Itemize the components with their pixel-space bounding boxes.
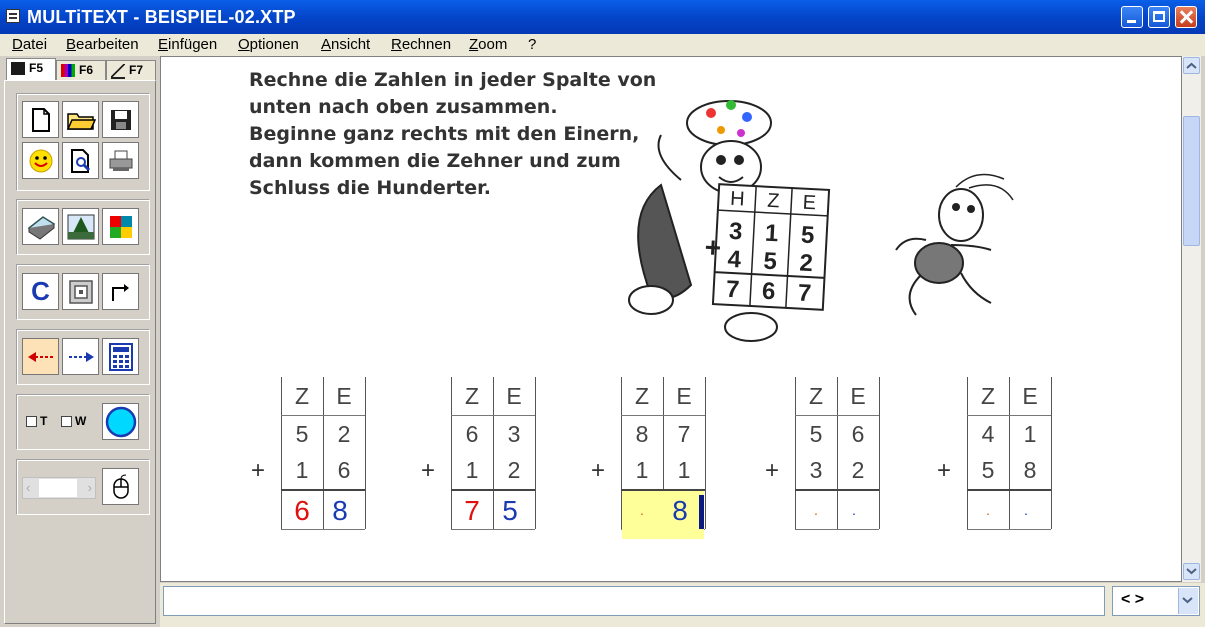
board-cell: 1 xyxy=(764,219,780,248)
menu-einfuegen[interactable]: Einfügen xyxy=(158,36,218,53)
plus-sign: + xyxy=(591,457,606,484)
header-e: E xyxy=(1022,383,1038,409)
arrow-right-icon xyxy=(67,350,95,364)
horizontal-slider[interactable] xyxy=(22,477,96,499)
menu-bearbeiten[interactable]: Bearbeiten xyxy=(66,36,139,53)
header-e: E xyxy=(336,383,352,409)
title-bar xyxy=(0,0,1205,34)
header-z: Z xyxy=(464,383,480,409)
ruler-icon xyxy=(111,64,125,79)
addend-b-tens: 1 xyxy=(635,457,649,483)
cartoon-illustration xyxy=(621,75,1041,347)
smiley-icon xyxy=(28,148,54,174)
printer-icon xyxy=(108,149,134,173)
circle-button[interactable] xyxy=(102,403,139,440)
crayons-icon xyxy=(61,64,75,77)
arrow-turn-right-icon xyxy=(109,282,133,302)
print-preview-icon xyxy=(69,148,93,174)
arrow-left-button[interactable] xyxy=(22,338,59,375)
frame-button[interactable] xyxy=(62,273,99,310)
puzzle-button[interactable] xyxy=(102,208,139,245)
addend-a-ones: 6 xyxy=(851,421,865,447)
status-bar xyxy=(160,583,1205,627)
c-letter-icon: C xyxy=(31,276,50,306)
board-cell: 7 xyxy=(725,275,741,304)
picture-icon xyxy=(67,214,95,240)
chevron-down-icon[interactable] xyxy=(1178,588,1198,614)
addend-b-ones: 6 xyxy=(337,457,351,483)
new-document-button[interactable] xyxy=(22,101,59,138)
result-tens-input[interactable]: · xyxy=(985,505,991,521)
plus-sign: + xyxy=(421,457,436,484)
result-ones-input[interactable]: 8 xyxy=(332,495,348,526)
header-e: E xyxy=(676,383,692,409)
tab-f5[interactable]: F5 xyxy=(6,58,56,81)
instruction-line-4: dann kommen die Zehner und zum xyxy=(249,150,621,172)
maximize-button[interactable] xyxy=(1148,6,1170,28)
vertical-scrollbar[interactable] xyxy=(1182,56,1201,582)
status-input[interactable] xyxy=(163,586,1105,616)
navigation-tools-group xyxy=(16,329,150,385)
addend-b-tens: 1 xyxy=(295,457,309,483)
addend-b-tens: 3 xyxy=(809,457,823,483)
chevron-down-icon xyxy=(1184,564,1199,579)
chevron-up-icon xyxy=(1184,58,1199,73)
app-icon[interactable] xyxy=(6,9,20,23)
header-z: Z xyxy=(294,383,310,409)
smiley-button[interactable] xyxy=(22,142,59,179)
scroll-up-button[interactable] xyxy=(1183,57,1200,74)
menu-zoom[interactable]: Zoom xyxy=(469,36,508,53)
addend-a-tens: 4 xyxy=(981,421,995,447)
addend-b-ones: 8 xyxy=(1023,457,1037,483)
format-tools-group xyxy=(16,264,150,320)
c-tool-button[interactable] xyxy=(22,273,59,310)
menu-datei[interactable]: Datei xyxy=(12,36,48,53)
tab-f7[interactable]: F7 xyxy=(106,60,156,80)
board-cell: 3 xyxy=(728,217,744,246)
checkbox-w-box[interactable] xyxy=(61,416,72,427)
calculator-button[interactable] xyxy=(102,338,139,375)
board-header-z: Z xyxy=(766,189,781,213)
close-button[interactable] xyxy=(1175,6,1197,28)
addend-a-ones: 1 xyxy=(1023,421,1037,447)
slider-right-arrow-icon[interactable]: › xyxy=(87,480,92,495)
addend-a-tens: 5 xyxy=(809,421,823,447)
navigation-combo-value: < > xyxy=(1121,591,1145,608)
scroll-thumb[interactable] xyxy=(1183,116,1200,246)
board-cell: 5 xyxy=(762,247,778,276)
addend-b-tens: 1 xyxy=(465,457,479,483)
slider-thumb[interactable] xyxy=(39,479,77,497)
tab-f6[interactable]: F6 xyxy=(56,60,106,80)
result-ones-input[interactable]: · xyxy=(1023,505,1029,521)
mouse-icon xyxy=(110,474,132,500)
scanner-button[interactable] xyxy=(22,208,59,245)
addend-a-ones: 3 xyxy=(507,421,521,447)
result-ones-input[interactable]: · xyxy=(851,505,857,521)
instruction-text xyxy=(249,67,656,202)
plus-sign: + xyxy=(765,457,780,484)
result-tens-input[interactable]: · xyxy=(813,505,819,521)
result-ones-input[interactable]: 8 xyxy=(672,495,688,526)
addend-b-ones: 2 xyxy=(851,457,865,483)
minimize-button[interactable] xyxy=(1121,6,1143,28)
board-header-e: E xyxy=(802,191,817,215)
scroll-tools-group xyxy=(16,459,150,515)
save-icon xyxy=(109,108,133,132)
addition-problem xyxy=(765,377,875,537)
result-ones-input[interactable]: 5 xyxy=(502,495,518,526)
header-z: Z xyxy=(634,383,650,409)
addend-a-tens: 8 xyxy=(635,421,649,447)
plus-sign: + xyxy=(251,457,266,484)
addend-b-ones: 1 xyxy=(677,457,691,483)
board-header-h: H xyxy=(729,187,746,211)
tab-content xyxy=(4,80,156,624)
print-preview-button[interactable] xyxy=(62,142,99,179)
picture-button[interactable] xyxy=(62,208,99,245)
addend-a-ones: 2 xyxy=(337,421,351,447)
board-cell: 6 xyxy=(761,277,777,306)
menu-optionen[interactable]: Optionen xyxy=(238,36,299,53)
addend-b-ones: 2 xyxy=(507,457,521,483)
save-button[interactable] xyxy=(102,101,139,138)
addition-problem xyxy=(251,377,361,537)
circle-icon xyxy=(105,406,137,438)
board-cell: 2 xyxy=(798,249,814,278)
board-cell: 4 xyxy=(726,245,742,274)
document-canvas[interactable] xyxy=(160,56,1182,582)
checkbox-w[interactable]: W xyxy=(61,414,86,428)
checkbox-t-box[interactable] xyxy=(26,416,37,427)
arrow-left-icon xyxy=(27,350,55,364)
new-document-icon xyxy=(30,107,52,133)
result-tens-input[interactable]: 7 xyxy=(464,495,480,526)
tool-panel xyxy=(4,58,156,624)
addend-a-ones: 7 xyxy=(677,421,691,447)
header-z: Z xyxy=(808,383,824,409)
menu-rechnen[interactable]: Rechnen xyxy=(391,36,452,53)
plus-sign: + xyxy=(937,457,952,484)
instruction-line-2: unten nach oben zusammen. xyxy=(249,96,558,118)
board-cell: 5 xyxy=(800,221,816,250)
image-tools-group xyxy=(16,199,150,255)
instruction-line-3: Beginne ganz rechts mit den Einern, xyxy=(249,123,640,145)
calculator-icon xyxy=(108,343,134,371)
instruction-line-1: Rechne die Zahlen in jeder Spalte von xyxy=(249,69,657,91)
addition-problem xyxy=(937,377,1047,537)
file-tools-group xyxy=(16,93,150,191)
addition-problem xyxy=(591,377,701,537)
checkbox-t[interactable]: T xyxy=(26,414,47,428)
header-z: Z xyxy=(980,383,996,409)
addend-b-tens: 5 xyxy=(981,457,995,483)
open-folder-icon xyxy=(66,108,96,132)
arrow-right-button[interactable] xyxy=(62,338,99,375)
addend-a-tens: 6 xyxy=(465,421,479,447)
print-button[interactable] xyxy=(102,142,139,179)
scanner-icon xyxy=(26,214,56,240)
addend-a-tens: 5 xyxy=(295,421,309,447)
result-tens-input[interactable]: · xyxy=(639,505,645,521)
addition-problem xyxy=(421,377,531,537)
slider-left-arrow-icon[interactable]: ‹ xyxy=(26,480,31,495)
window-title: MULTiTEXT - BEISPIEL-02.XTP xyxy=(27,7,296,27)
board-cell: 7 xyxy=(797,279,812,308)
line-break-button[interactable] xyxy=(102,273,139,310)
frame-icon xyxy=(68,279,94,305)
board-plus: + xyxy=(703,231,722,264)
mode-tools-group xyxy=(16,394,150,450)
result-tens-input[interactable]: 6 xyxy=(294,495,310,526)
navigation-combo[interactable] xyxy=(1112,586,1200,616)
floppy-icon xyxy=(11,62,25,75)
header-e: E xyxy=(506,383,522,409)
puzzle-icon xyxy=(108,214,134,240)
instruction-line-5: Schluss die Hunderter. xyxy=(249,177,492,199)
menu-help[interactable]: ? xyxy=(528,36,537,53)
mouse-button[interactable] xyxy=(102,468,139,505)
open-file-button[interactable] xyxy=(62,101,99,138)
menu-bar xyxy=(0,34,1205,56)
header-e: E xyxy=(850,383,866,409)
menu-ansicht[interactable]: Ansicht xyxy=(321,36,371,53)
scroll-down-button[interactable] xyxy=(1183,563,1200,580)
